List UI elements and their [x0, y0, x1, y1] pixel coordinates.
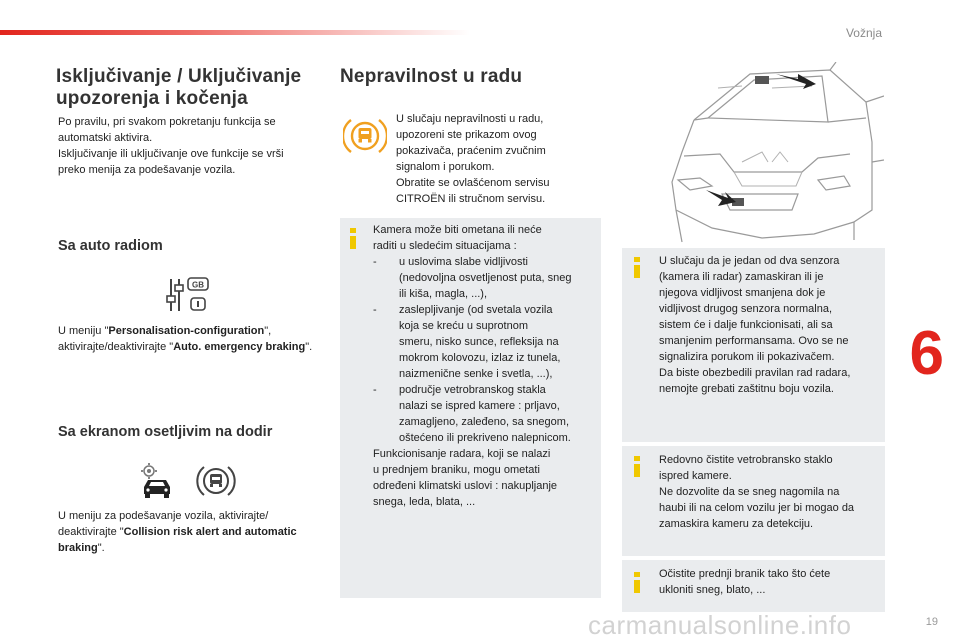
list-item-line: ili kiša, magla, ...), — [399, 288, 488, 300]
fault-line: signalom i porukom. — [396, 161, 495, 173]
fault-line: upozoreni ste prikazom ovog — [396, 129, 537, 141]
fault-line: pokazivača, praćenim zvučnim — [396, 145, 546, 157]
note-line: (kamera ili radar) zamaskiran ili je — [659, 271, 824, 283]
fault-warning-icon — [343, 114, 387, 158]
note-line: smanjenim performansama. Ovo se ne — [659, 335, 849, 347]
note-line: zamaskira kameru za detekciju. — [659, 518, 814, 530]
list-item-line: u uslovima slabe vidljivosti — [399, 256, 528, 268]
list-item — [373, 382, 601, 446]
middle-title: Nepravilnost u radu — [340, 66, 523, 87]
touch-text-pre: U meniju za podešavanje vozila, aktivirajte/ deaktivirajte " — [58, 510, 269, 538]
radar-line: u prednjem braniku, mogu ometati — [373, 464, 540, 476]
note-line: U slučaju da je jedan od dva senzora — [659, 255, 840, 267]
note-line: Ne dozvolite da se sneg nagomila na — [659, 486, 840, 498]
intro-line: Po pravilu, pri svakom pokretanju funkcija se — [58, 116, 276, 128]
radar-text — [373, 446, 598, 510]
list-item-line: oštećeno ili prekriveno nalepnicom. — [399, 432, 571, 444]
info-icon — [634, 257, 640, 278]
option-name: Auto. emergency braking — [173, 341, 306, 353]
note-line: Očistite prednji branik tako što ćete — [659, 568, 831, 580]
list-dash: - — [373, 256, 377, 268]
camera-intro-line: Kamera može biti ometana ili neće — [373, 224, 542, 236]
radio-icon-badge: GB — [192, 280, 204, 290]
watermark: carmanualsonline.info — [588, 610, 852, 640]
page-number: 19 — [925, 616, 938, 628]
camera-intro — [373, 222, 598, 254]
fault-line: Obratite se ovlašćenom servisu — [396, 177, 550, 189]
intro-line: automatski aktivira. — [58, 132, 153, 144]
radar-line: određeni klimatski uslovi : nakupljanje — [373, 480, 558, 492]
list-item-line: zamagljeno, zaleđeno, sa snegom, — [399, 416, 569, 428]
vehicle-sensor-illustration — [622, 62, 884, 244]
note-line: njegova vidljivost smanjena dok je — [659, 287, 826, 299]
left-intro — [58, 114, 338, 178]
note-line: vidljivost drugog senzora normalna, — [659, 303, 833, 315]
list-item-line: područje vetrobranskog stakla — [399, 384, 546, 396]
radio-instruction — [58, 323, 326, 355]
list-item-line: (nedovoljna osvetljenost puta, sneg — [399, 272, 572, 284]
windshield-note-text — [659, 452, 885, 532]
collision-alert-icon — [196, 461, 236, 501]
radio-text-pre: U meniju " — [58, 325, 109, 337]
list-dash: - — [373, 304, 377, 316]
note-line: haubi ili na celom vozilu jer bi mogao da — [659, 502, 855, 514]
list-item — [373, 254, 601, 302]
list-item-line: zaslepljivanje (od svetala vozila — [399, 304, 553, 316]
note-line: nemojte grebati zaštitnu boju vozila. — [659, 383, 834, 395]
radar-line: Funkcionisanje radara, koji se nalazi — [373, 448, 551, 460]
left-title-line-1: Isključivanje / Uključivanje — [56, 66, 302, 87]
camera-intro-line: raditi u sledećim situacijama : — [373, 240, 517, 252]
note-line: Da biste obezbedili pravilan rad radara, — [659, 367, 851, 379]
note-line: signalizira porukom ili pokazivačem. — [659, 351, 835, 363]
note-line: ispred kamere. — [659, 470, 732, 482]
option-name: Collision risk alert and automatic braking — [58, 526, 297, 554]
note-line: ukloniti sneg, blato, ... — [659, 584, 766, 596]
header-accent-bar — [0, 30, 470, 35]
info-icon — [634, 572, 640, 593]
info-icon — [634, 456, 640, 477]
note-line: sistem će i dalje funkcionisati, ali sa — [659, 319, 833, 331]
touch-instruction — [58, 508, 320, 556]
left-title-line-2: upozorenja i kočenja — [56, 88, 248, 109]
left-title — [56, 66, 336, 110]
menu-name: Personalisation-configuration — [108, 325, 265, 337]
intro-line: preko menija za podešavanje vozila. — [58, 164, 236, 176]
fault-line: U slučaju nepravilnosti u radu, — [396, 113, 544, 125]
radio-text-mid: ", aktivirajte/deaktivirajte " — [58, 325, 272, 353]
list-item-line: smeru, nisko sunce, refleksija na — [399, 336, 559, 348]
fault-line: CITROËN ili stručnom servisu. — [396, 193, 546, 205]
radio-text-post: ". — [305, 341, 313, 353]
section-title: Vožnja — [845, 26, 882, 40]
camera-conditions-list — [373, 254, 601, 446]
list-item-line: koja se kreću u suprotnom — [399, 320, 529, 332]
list-item-line: mokrom kolovozu, izlaz iz tunela, — [399, 352, 561, 364]
radio-settings-icon — [166, 276, 210, 314]
radio-heading: Sa auto radiom — [58, 238, 163, 254]
radar-line: snega, leda, blata, ... — [373, 496, 476, 508]
touch-heading: Sa ekranom osetljivim na dodir — [58, 424, 273, 440]
list-dash: - — [373, 384, 377, 396]
chapter-number: 6 — [909, 319, 944, 388]
list-item-line: nalazi se ispred kamere : prljavo, — [399, 400, 560, 412]
note-line: Redovno čistite vetrobransko staklo — [659, 454, 833, 466]
info-icon — [350, 228, 356, 249]
bumper-note-text — [659, 566, 885, 598]
fault-text — [396, 111, 596, 207]
list-item-line: naizmenične senke i svetla, ...), — [399, 368, 553, 380]
intro-line: Isključivanje ili uključivanje ove funkcije se vrši — [58, 148, 284, 160]
vehicle-settings-icon — [138, 462, 178, 500]
touch-text-post: ". — [97, 542, 105, 554]
list-item — [373, 302, 601, 382]
sensor-note-text — [659, 253, 885, 397]
